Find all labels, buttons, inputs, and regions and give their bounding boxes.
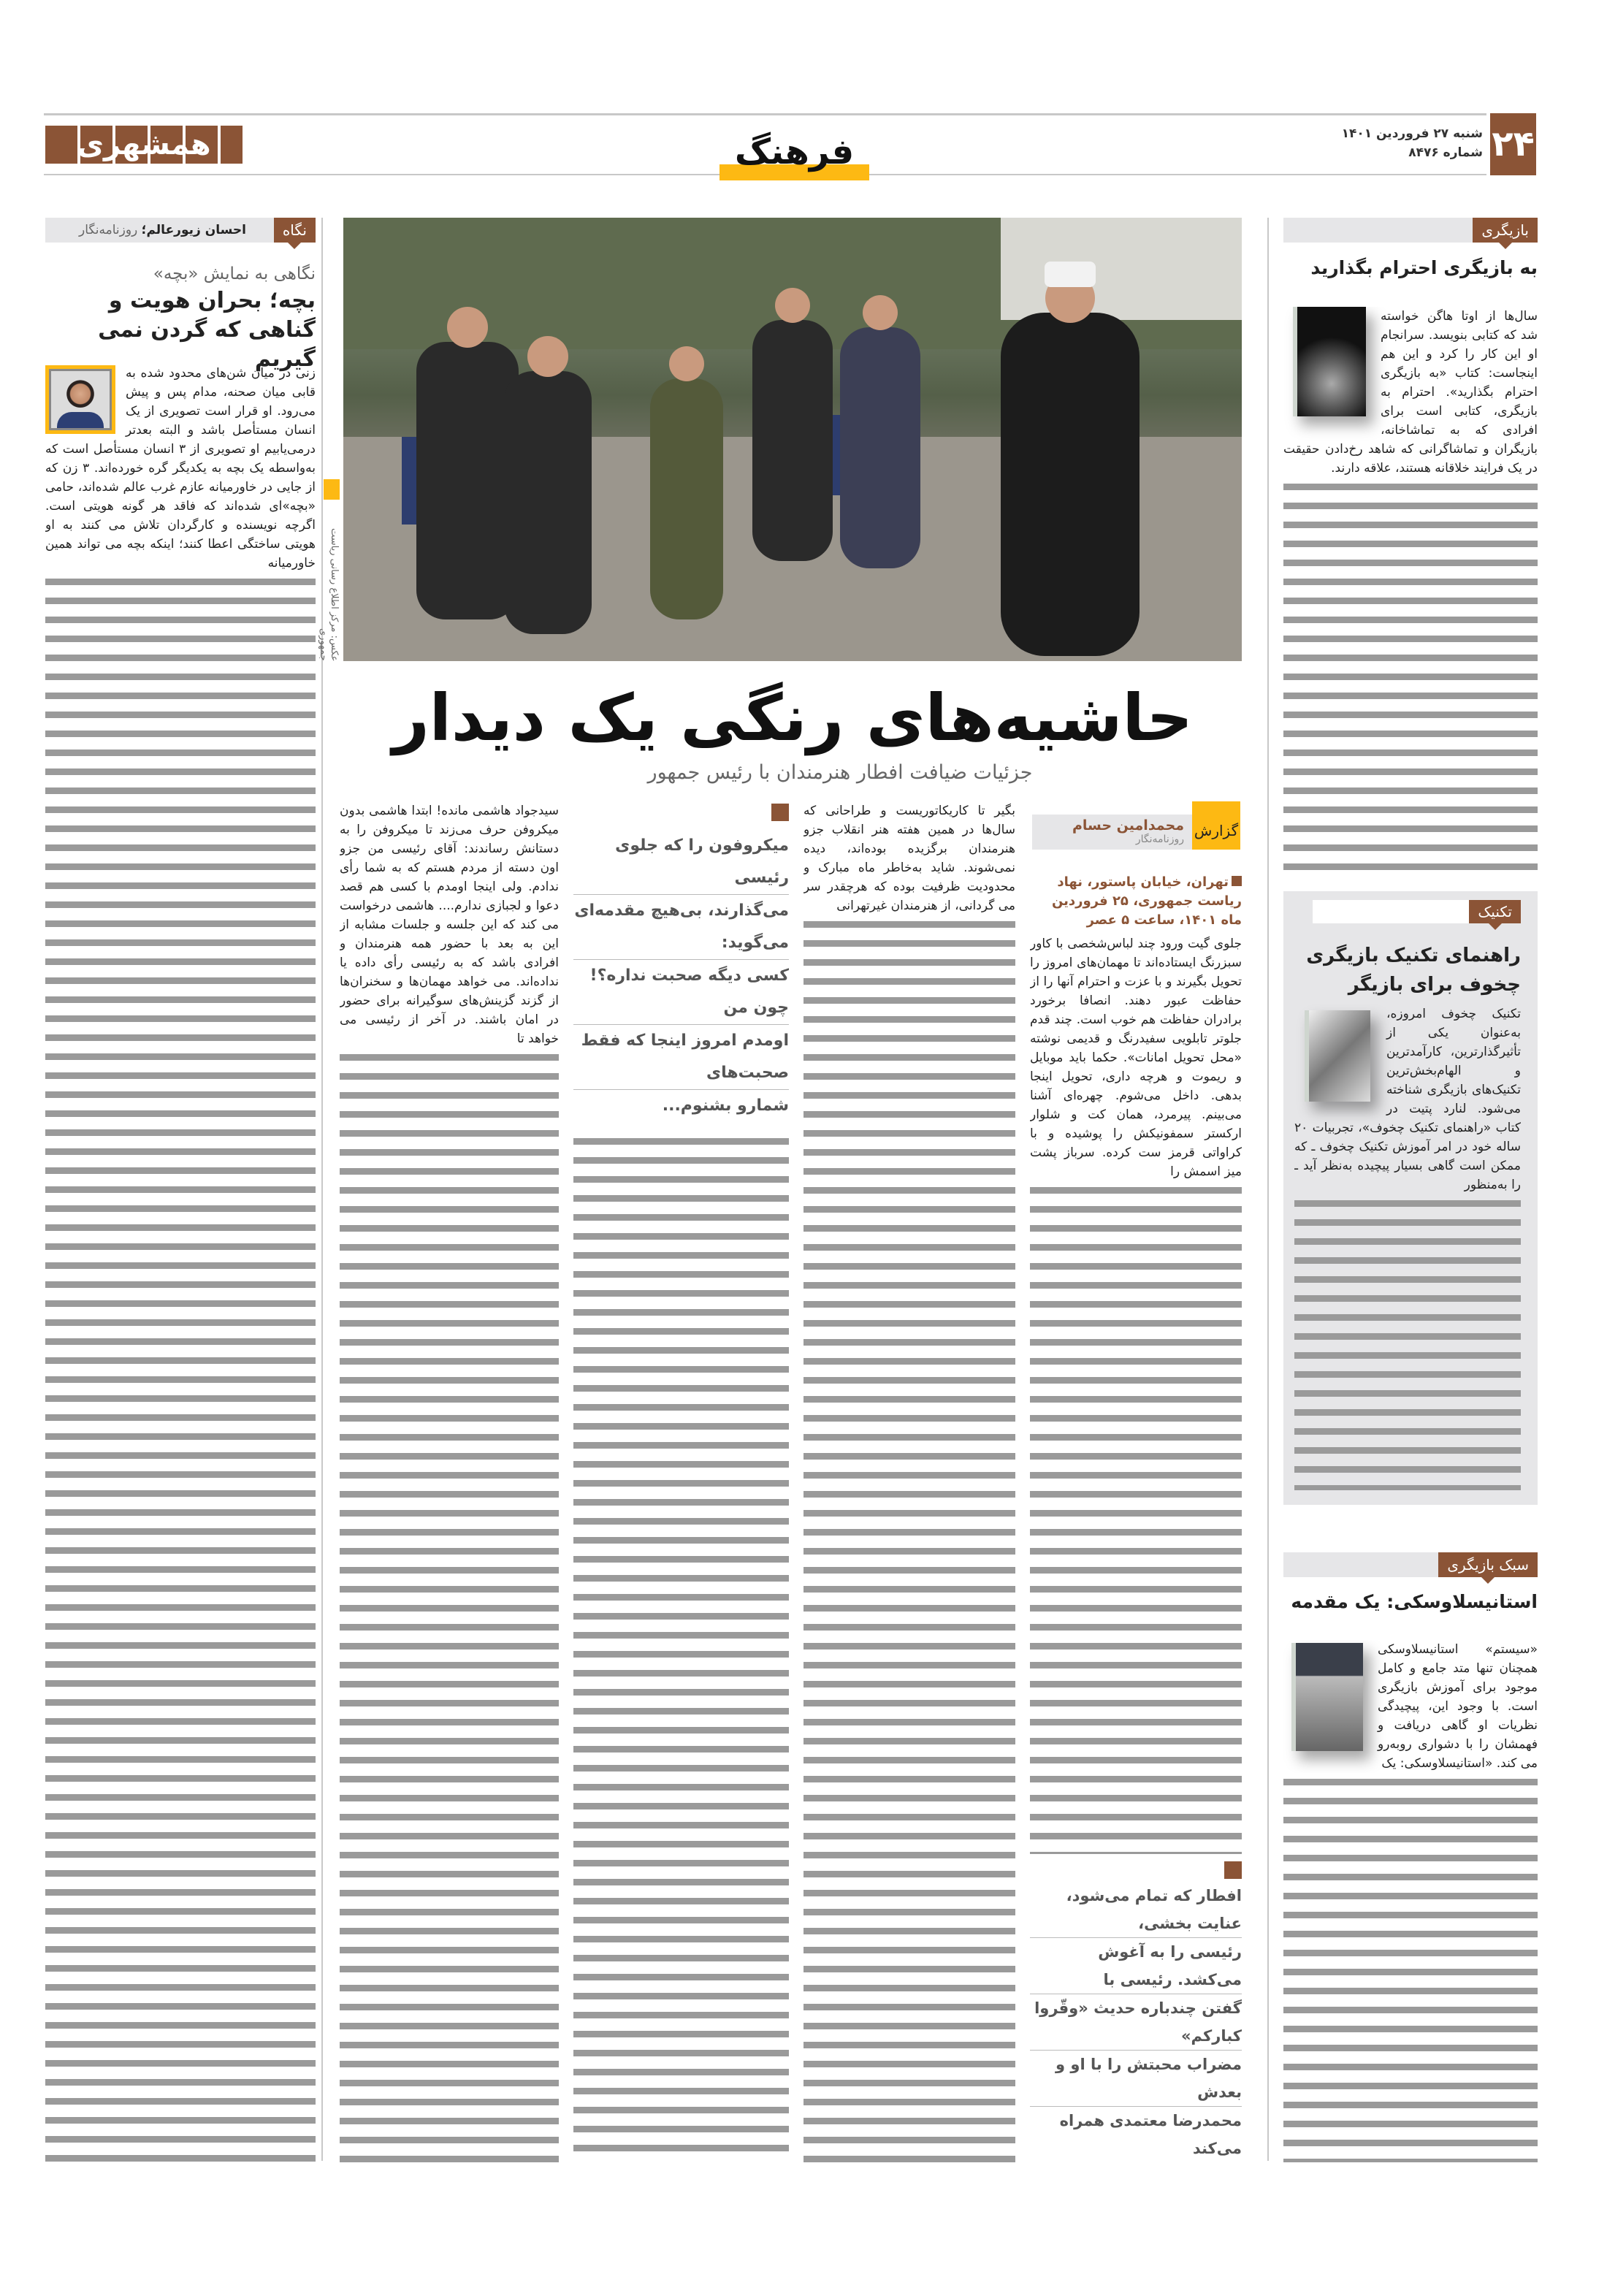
report-col1-body (1030, 1181, 1242, 1854)
article-text: تکنیک چخوف امروزه، به‌عنوان یکی از تأثیرگذارترین، کارآمدترین و الهام‌بخش‌ترین تکنیک‌های بازیگری شناخته می‌شود. لنارد پتیت در کتاب «راهنمای تکنیک چخوف»، تجربیات ۲۰ ساله خود در امر آموزش تکنیک چخوف ـ که ممکن است گاهی بسیار پیچیده به‌نظر آید ـ را به‌منظور (1294, 1007, 1521, 1192)
main-headline[interactable]: حاشیه‌های رنگی یک دیدار (392, 680, 1193, 755)
article-headline[interactable]: استانیسلاوسکی: یک مقدمه (1291, 1591, 1538, 1612)
report-byline-bar (1032, 815, 1193, 850)
article-body-text (45, 573, 316, 2162)
article-intro (45, 364, 316, 573)
pullquote-line: رئیسی را به آغوش می‌کشد. رئیسی با (1030, 1938, 1242, 1994)
report-col4-body (340, 1048, 559, 2162)
section-title: فرهنگ (734, 131, 855, 172)
pullquote-marker (771, 804, 789, 821)
issue-date: شنبه ۲۷ فروردین ۱۴۰۱ (1341, 126, 1483, 141)
page-number: ۲۴ (1490, 113, 1536, 175)
report-label: گزارش (1192, 801, 1240, 850)
author-name: احسان زیورعالم؛ (141, 223, 246, 237)
article-body-text (1283, 478, 1538, 877)
pullquote-line: افطار که تمام می‌شود، عنایت بخشی، (1030, 1882, 1242, 1938)
left-label-bar (45, 218, 316, 243)
dateline-bullet (1232, 876, 1242, 886)
book-cover-image (1293, 307, 1366, 416)
report-col2 (804, 801, 1015, 2162)
pullquote-line: گفتن چندباره حدیث «وقّروا کبارکم» (1030, 1994, 1242, 2051)
article-kicker: نگاهی به نمایش «بچه» (153, 264, 316, 283)
newspaper-logo[interactable]: همشهری (45, 126, 243, 164)
photo-credit: عکس: مرکز اطلاع رسانی ریاست جمهوری (318, 527, 340, 661)
section-label: بازیگری (1473, 218, 1538, 243)
column-divider (321, 218, 323, 2161)
article-headline[interactable]: راهنمای تکنیک بازیگری چخوف برای بازیگر (1306, 945, 1521, 996)
article-body-text (1283, 1773, 1538, 2162)
main-subtitle: جزئیات ضیافت افطار هنرمندان با رئیس جمهور (647, 761, 1033, 784)
book-cover-image (1305, 1010, 1370, 1102)
right-label-bar-1 (1283, 218, 1538, 243)
section-label: نگاه (274, 218, 316, 243)
header-top-rule (44, 113, 1486, 115)
pullquote-2 (1030, 1882, 1242, 2162)
column-divider (1267, 218, 1269, 2161)
pullquote-line: می‌گذارند، بی‌هیچ مقدمه‌ای می‌گوید: (573, 895, 789, 960)
pullquote-line: اومدم امروز اینجا که فقط صحبت‌های (573, 1025, 789, 1090)
report-dateline (1030, 873, 1242, 930)
report-author: محمدامین حسام (1072, 817, 1184, 834)
report-col1 (1030, 873, 1242, 2162)
right-section3-column (1283, 1640, 1538, 2162)
right-label-bar-3 (1283, 1552, 1538, 1577)
pullquote-line: محمدرضا معتمدی همراه می‌کند (1059, 2112, 1242, 2157)
report-col3 (573, 804, 789, 2162)
photo-scene (343, 218, 1242, 661)
right-section1-column (1283, 307, 1538, 877)
article-text-block (1294, 1004, 1521, 1194)
issue-date-block (1322, 124, 1483, 162)
pullquote-1 (573, 830, 789, 1122)
section-label: تکنیک (1469, 900, 1521, 923)
article-headline[interactable]: بچه؛ بحران هویت و گناهی که گردن نمی گیریم (98, 288, 316, 372)
report-col4 (340, 801, 559, 2162)
pullquote-line: کسی دیگه صحبت نداره؟! چون من (573, 960, 789, 1025)
issue-number: شماره ۸۴۷۶ (1408, 145, 1483, 160)
author-photo (45, 365, 115, 434)
report-col1-text: جلوی گیت ورود چند لباس‌شخصی با کاور سبزرنگ ایستاده‌اند تا مهمان‌های امروز را تحویل بگیرند و با عزت و احترام آنها را از حفاظت عبور دهند. انصافا برخورد برادران حفاظت هم خوب است. چند قدم جلوتر تابلویی سفیدرنگ و قدیمی نوشته «محل تحویل امانات». حکما باید موبایل و ریموت و هرچه داری، تحویل اینجا بدهی. داخل می‌شوم. چهره‌ای آشنا می‌بینم. پیرمرد، همان کت و شلوار ارکستر سمفونیکش را پوشیده و با کراواتی قرمز ست کرده. سرباز پشت میز اسمش را (1030, 937, 1242, 1179)
article-text-block (1283, 307, 1538, 478)
photo-credit-marker (324, 479, 340, 500)
book-cover-image (1291, 1643, 1363, 1751)
technique-column (1294, 1004, 1521, 1490)
pullquote-line: مضراب محبتش را با او و بعدش (1030, 2051, 1242, 2107)
author-role: روزنامه‌نگار (78, 223, 138, 237)
report-col2-body (804, 915, 1015, 2162)
section-label: سبک بازیگری (1438, 1552, 1538, 1577)
article-headline[interactable]: به بازیگری احترام بگذارید (1310, 257, 1538, 278)
report-author-role: روزنامه‌نگار (1135, 834, 1184, 845)
pullquote-line: شمارو بشنوم... (662, 1096, 789, 1115)
article-text: «سیستم» استانیسلاوسکی همچنان تنها متد جامع و کامل موجود برای آموزش بازیگری است. با وجود این، پیچیدگی نظریات او گاهی دریافت و فهمشان را با دشواری روبه‌رو می کند. «استانیسلاوسکی: یک (1378, 1642, 1538, 1771)
report-col3-body (573, 1132, 789, 2162)
main-photo (343, 218, 1242, 661)
pullquote-line: میکروفون را که جلوی رئیسی (573, 830, 789, 895)
pullquote-marker (1224, 1861, 1242, 1879)
report-col4-text: سیدجواد هاشمی مانده! ابتدا هاشمی بدون میکروفن حرف می‌زند تا میکروفن را به دستانش رساندند: آقای رئیسی من جزو اون دسته از مردم هستم که به شما رأی ندادم. ولی اینجا اومدم با کسی هم قصد دعوا و لجبازی ندارم.... هاشمی درخواست می کند که این جلسه و جلسات مشابه از این به بعد با حضور همه هنرمندان و افرادی باشد که به رئیسی رأی داده یا نداده‌اند. می خواهد مهمان‌ها و سخنران‌ها از گزند گزینش‌های سوگیرانه برای حضور در امان باشند. در آخر از رئیسی می خواهد تا (340, 804, 559, 1046)
article-intro-text: زنی در میان شن‌های محدود شده به قابی میان صحنه، مدام پس و پیش می‌رود. او قرار است تصویری از یک انسان مستأصل باشد و البته بعدتر درمی‌یابیم او تصویری از ۳ انسان مستأصل است که به‌واسطه یک بچه به یکدیگر گره خورده‌اند. ۳ زن که از جایی در خاورمیانه عازم غرب عالم شده‌اند، حامی «بچه»ای شده‌اند که فاقد هر گونه هویتی است. اگرچه نویسنده و کارگردان تلاش می کنند به او هویتی ساختگی اعطا کنند؛ اینکه بچه می تواند همین خاورمیانه (45, 366, 316, 571)
report-col2-text: بگیر تا کاریکاتوریست و طراحانی که سال‌ها در همین هفته هنر انقلاب جزو هنرمندان برگزیده بوده‌اند، دیده نمی‌شوند. شاید به‌خاطر ماه مبارک و محدودیت ظرفیت بوده که هرچقدر سر می گردانی، از هنرمندان غیرتهرانی (804, 804, 1015, 913)
technique-label-bar (1313, 900, 1521, 923)
byline (79, 218, 246, 243)
article-text: سال‌ها از اوتا هاگن خواسته شد که کتابی بنویسد. سرانجام او این کار را کرد و این هم اینجاست: کتاب «به بازیگری احترام بگذارید». احترام به بازیگری، کتابی است برای افرادی که به تماشاخانه، بازیگران و تماشاگرانی که شاهد رخ‌دادن حقیقت در یک فرایند خلاقانه هستند، علاقه دارند. (1283, 309, 1538, 476)
dateline-text: تهران، خیابان پاستور، نهاد ریاست جمهوری، ۲۵ فروردین ماه ۱۴۰۱، ساعت ۵ عصر (1051, 874, 1242, 928)
article-body-text (1294, 1194, 1521, 1490)
left-article-column (45, 364, 316, 2162)
technique-box (1283, 891, 1538, 1505)
article-text-block (1283, 1640, 1538, 1773)
